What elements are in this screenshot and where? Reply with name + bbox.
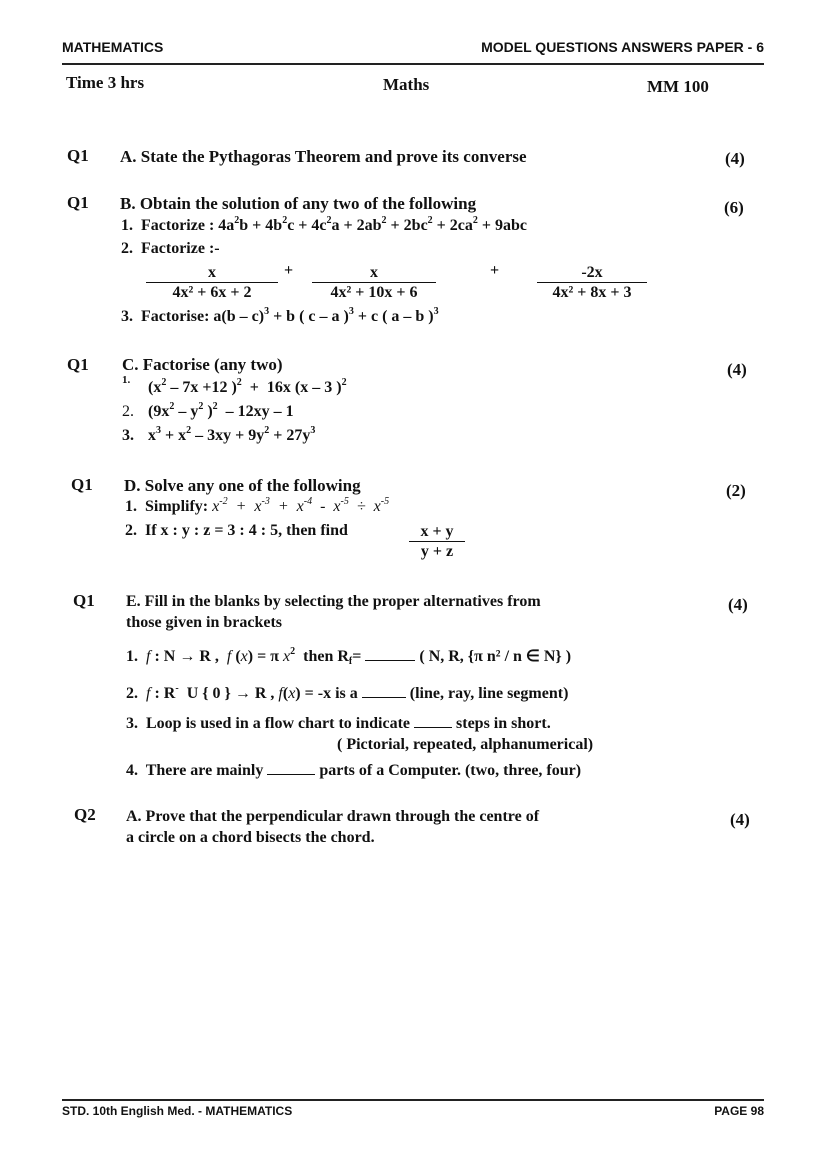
q1d-number: Q1 xyxy=(71,475,93,494)
q1b-item3-label: Factorise: xyxy=(141,308,210,325)
q1d-item2-number: 2. xyxy=(125,522,137,539)
q1b-fraction-3 xyxy=(537,263,647,303)
q1d-item1-number: 1. xyxy=(125,498,137,515)
q1b-fraction-2-denominator: 4x² + 10x + 6 xyxy=(330,284,418,301)
q1e-item1-number: 1. xyxy=(126,648,138,665)
header-rule xyxy=(62,63,764,65)
q1e-item3-post: steps in short. xyxy=(456,715,551,732)
exam-time: Time 3 hrs xyxy=(66,73,145,92)
q1b-item3 xyxy=(121,308,439,326)
q1e-item2-options: (line, ray, line segment) xyxy=(409,685,569,702)
q1e-marks: (4) xyxy=(728,595,748,614)
q1e-item1-statement: f : N → R , f (x) = π $x^2$ then $R_f=$ xyxy=(146,646,362,667)
q1d-item2 xyxy=(125,522,348,540)
exam-subject: Maths xyxy=(383,75,430,94)
q1e-item3-blank xyxy=(414,713,452,728)
q1d-item2-numerator: x + y xyxy=(409,522,465,542)
q1e-item2-blank xyxy=(362,683,406,698)
q1d-item1 xyxy=(125,498,389,516)
footer-page-number: PAGE 98 xyxy=(714,1104,764,1118)
q1d-item2-label: If x : y : z = 3 : 4 : 5, then find xyxy=(145,522,348,539)
q1c-item2-number: 2. xyxy=(122,403,134,420)
q1e-item1-options: ( N, R, {π n² / n ∈ N} ) xyxy=(419,648,572,665)
q1d-marks: (2) xyxy=(726,481,746,500)
q1b-item1-expression: $4a^2b + 4b^2c + 4c^2a + 2ab^2 + 2bc^2 + 2ca^2 + 9abc$ xyxy=(218,215,528,234)
q1e-item1-blank xyxy=(365,646,415,661)
q1b-fraction-2 xyxy=(312,263,436,303)
q1e-number: Q1 xyxy=(73,591,95,610)
q2a-line1: A. Prove that the perpendicular drawn through the centre of xyxy=(126,808,540,825)
q1b-item2-label: Factorize :- xyxy=(141,240,220,257)
q1e-item1 xyxy=(126,646,571,666)
q1e-item3-number: 3. xyxy=(126,715,138,732)
q1c-item1-expression: ($x^2 - 7x +12$ )$^2$ + 16x (x – 3 )$^2$ xyxy=(148,377,347,396)
q1e-item4-post: parts of a Computer. (two, three, four) xyxy=(319,762,582,779)
q1b-item1-label: Factorize : xyxy=(141,217,215,234)
q1c-item3-expression: $x^3 + x^2 - 3xy + 9y^2 + 27y^3$ xyxy=(148,425,316,444)
q1e-item3 xyxy=(126,713,551,733)
q1b-item3-number: 3. xyxy=(121,308,133,325)
q1e-item4-pre: There are mainly xyxy=(145,762,264,779)
q2a-marks: (4) xyxy=(730,810,750,829)
q1e-item2-number: 2. xyxy=(126,685,138,702)
q1d-title: D. Solve any one of the following xyxy=(124,476,361,495)
q1b-number: Q1 xyxy=(67,193,89,212)
q1c-number: Q1 xyxy=(67,355,89,374)
q1b-plus-2: + xyxy=(490,262,500,279)
q1d-item1-expression: $x^{-2} + x^{-3} + x^{-4} - x^{-5} \div x^{-5}$ xyxy=(212,496,390,515)
q1d-item2-fraction xyxy=(409,522,465,562)
q1c-title: C. Factorise (any two) xyxy=(122,355,283,374)
q1e-item4-number: 4. xyxy=(126,762,138,779)
q1c-item3-number: 3. xyxy=(122,427,134,444)
q1d-item2-denominator: y + z xyxy=(420,543,454,560)
q1b-fraction-2-numerator: x xyxy=(312,263,436,283)
q1c-item2-expression: ($9x^2 - y^2$ )$^2$ – 12xy – 1 xyxy=(148,401,294,420)
q2a-number: Q2 xyxy=(74,805,96,824)
q1b-item3-expression: a(b – c)$^3$ + b ( c – a )$^3$ + c ( a – b )$^3$ xyxy=(213,306,439,325)
exam-max-marks: MM 100 xyxy=(647,77,709,96)
q1e-item2-tail: is a xyxy=(335,685,358,702)
q1e-item4 xyxy=(126,760,581,780)
q1e-item2 xyxy=(126,683,568,703)
header-subject: MATHEMATICS xyxy=(62,39,164,55)
q1b-fraction-1-denominator: 4x² + 6x + 2 xyxy=(172,284,252,301)
q1b-fraction-1 xyxy=(146,263,278,303)
q1e-item2-statement: f : R- U { 0 } → R , f(x) = -x xyxy=(146,683,332,702)
q1b-plus-1: + xyxy=(284,262,294,279)
q1d-item1-label: Simplify: xyxy=(145,498,209,515)
q1c-marks: (4) xyxy=(727,360,747,379)
q1b-marks: (6) xyxy=(724,198,744,217)
q1a-text: A. State the Pythagoras Theorem and prove its converse xyxy=(120,147,527,166)
q1b-item1-number: 1. xyxy=(121,217,133,234)
q1e-item4-blank xyxy=(267,760,315,775)
header-paper-title: MODEL QUESTIONS ANSWERS PAPER - 6 xyxy=(481,39,764,55)
q1b-item2-number: 2. xyxy=(121,240,133,257)
q1e-item3-pre: Loop is used in a flow chart to indicate xyxy=(146,715,411,732)
q1a-marks: (4) xyxy=(725,149,745,168)
q1b-fraction-1-numerator: x xyxy=(146,263,278,283)
footer-course: STD. 10th English Med. - MATHEMATICS xyxy=(62,1104,293,1118)
q1a-number: Q1 xyxy=(67,146,89,165)
q1e-title-line2: those given in brackets xyxy=(126,614,282,631)
q1b-fraction-3-denominator: 4x² + 8x + 3 xyxy=(552,284,632,301)
q1b-item2 xyxy=(121,240,220,258)
q1c-item1-number: 1. xyxy=(122,374,131,386)
q1b-fraction-3-numerator: -2x xyxy=(537,263,647,283)
q1b-title: B. Obtain the solution of any two of the following xyxy=(120,194,477,213)
q1e-item3-options: ( Pictorial, repeated, alphanumerical) xyxy=(337,736,594,753)
q1b-item1 xyxy=(121,217,527,235)
q1e-title-line1: E. Fill in the blanks by selecting the proper alternatives from xyxy=(126,593,541,610)
q2a-line2: a circle on a chord bisects the chord. xyxy=(126,829,375,846)
footer-rule xyxy=(62,1099,764,1101)
